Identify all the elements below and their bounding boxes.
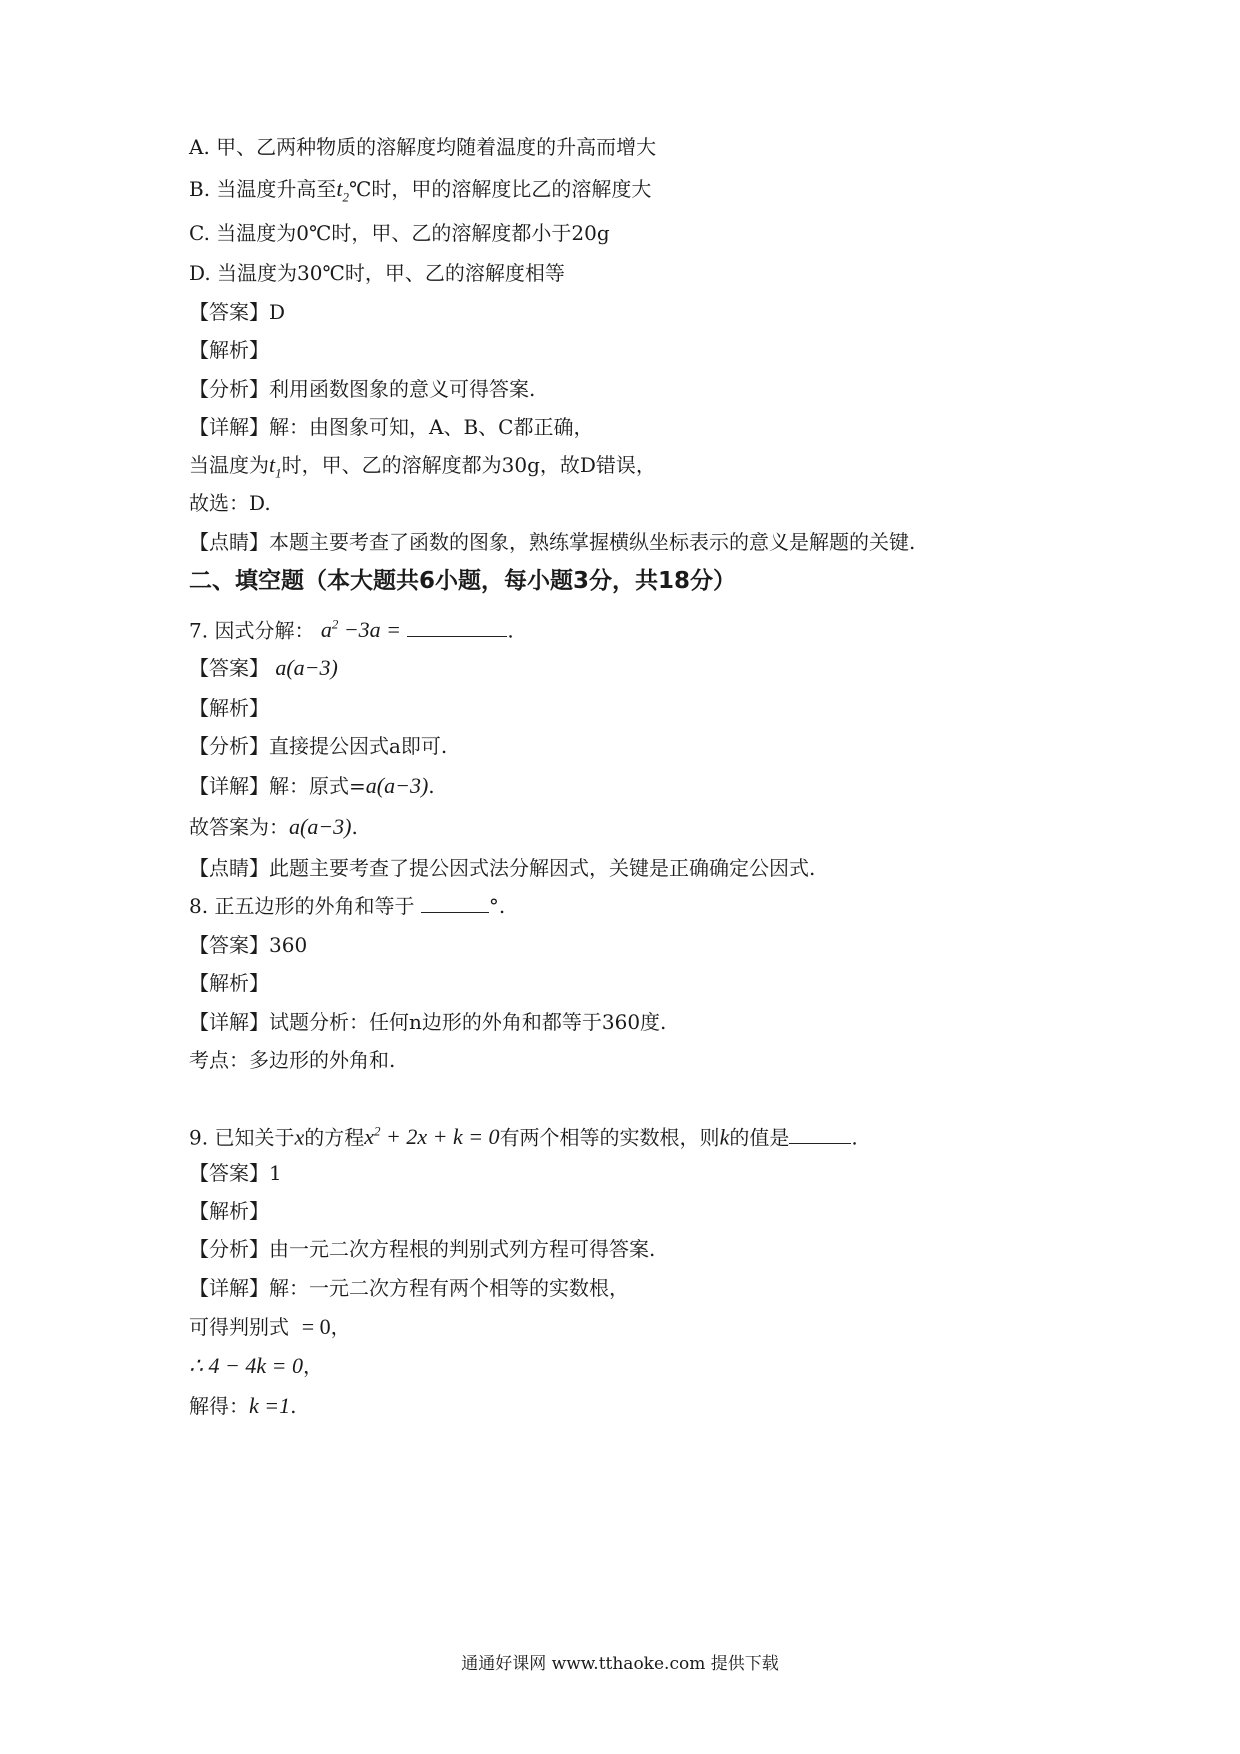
option-b-suffix: ℃时，甲的溶解度比乙的溶解度大 — [349, 177, 652, 201]
option-d: D. 当温度为30℃时，甲、乙的溶解度相等 — [189, 261, 565, 285]
option-a: A. 甲、乙两种物质的溶解度均随着温度的升高而增大 — [189, 135, 657, 159]
q8-answer: 【答案】360 — [189, 933, 308, 957]
q9-xiangjie-line3: ∴ 4 − 4k = 0， — [189, 1353, 323, 1378]
q7-xiangjie: 【详解】解：原式=a(a−3). — [189, 773, 435, 798]
q6-xiangjie: 【详解】解：由图象可知，A、B、C都正确， — [189, 415, 594, 439]
answer-blank — [421, 892, 489, 913]
answer-blank — [407, 616, 507, 637]
option-c: C. 当温度为0℃时，甲、乙的溶解度都小于20g — [189, 221, 610, 245]
q6-answer — [189, 298, 1160, 326]
q9-stem: 9. 已知关于x的方程$x^2 + 2x + k = 0$有两个相等的实数根，则k的值是 . — [189, 1124, 858, 1150]
q6-xiangjie-line2: 当温度为$t_1$时，甲、乙的溶解度都为30g，故D错误， — [189, 452, 656, 481]
q9-xiangjie-line2: 可得判别式 = 0， — [189, 1314, 351, 1339]
page-footer: 通通好课网 www.tthaoke.com 提供下载 — [461, 1654, 779, 1674]
q9-fenxi: 【分析】由一元二次方程根的判别式列方程可得答案. — [189, 1237, 656, 1261]
q7-jiexi: 【解析】 — [189, 696, 269, 720]
q6-dianjing: 【点睛】本题主要考查了函数的图象，熟练掌握横纵坐标表示的意义是解题的关键. — [189, 530, 916, 554]
q7-gu: 故答案为：a(a−3). — [189, 814, 358, 839]
q7-fenxi: 【分析】直接提公因式a即可. — [189, 734, 448, 758]
q8-jiexi: 【解析】 — [189, 971, 269, 995]
q6-guxuan: 故选：D. — [189, 491, 271, 515]
q9-jiexi: 【解析】 — [189, 1199, 269, 1223]
option-b — [189, 175, 1160, 211]
answer-blank — [789, 1123, 851, 1144]
q7-stem: 7. 因式分解： $a^2 -3a$ = . — [189, 617, 514, 643]
section-heading-fill-in: 二、填空题（本大题共6小题，每小题3分，共18分） — [189, 568, 737, 594]
q6-fenxi: 【分析】利用函数图象的意义可得答案. — [189, 377, 536, 401]
q8-stem: 8. 正五边形的外角和等于 °. — [189, 894, 506, 918]
q9-xiangjie: 【详解】解：一元二次方程有两个相等的实数根， — [189, 1276, 629, 1300]
answer-label: 【答案】 — [189, 300, 269, 324]
q6-jiexi: 【解析】 — [189, 338, 269, 362]
answer-value: D — [269, 300, 286, 324]
q9-xiangjie-line4: 解得：k =1. — [189, 1393, 297, 1418]
option-b-prefix: B. 当温度升高至 — [189, 177, 337, 201]
q9-answer: 【答案】1 — [189, 1161, 282, 1185]
q8-kaodian: 考点：多边形的外角和. — [189, 1048, 396, 1072]
q7-answer: 【答案】 a(a−3) — [189, 655, 338, 680]
q7-expression: $a^2 -3a$ = — [320, 617, 402, 643]
q8-xiangjie: 【详解】试题分析：任何n边形的外角和都等于360度. — [189, 1010, 667, 1034]
q7-dianjing: 【点睛】此题主要考查了提公因式法分解因式，关键是正确确定公因式. — [189, 856, 816, 880]
option-b-temp: $t_2$ — [336, 176, 350, 205]
